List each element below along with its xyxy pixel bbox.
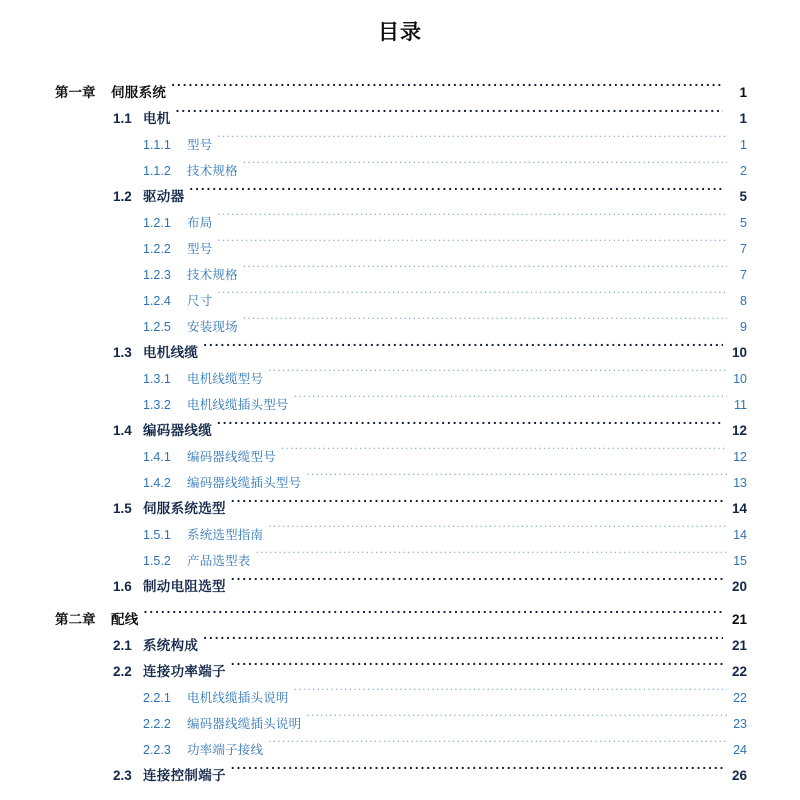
toc-dot-leader <box>268 738 727 754</box>
toc-entry-number: 2.2.2 <box>143 717 171 731</box>
toc-entry-number: 1.5.2 <box>143 554 171 568</box>
toc-dot-leader <box>268 523 727 539</box>
toc-dot-leader <box>256 549 727 565</box>
toc-entry[interactable] <box>0 685 800 711</box>
toc-entry-page-number: 22 <box>731 664 747 679</box>
toc-dot-leader <box>306 471 727 487</box>
toc-entry-title: 编码器线缆插头型号 <box>187 476 302 490</box>
toc-entry-title: 编码器线缆插头说明 <box>187 717 302 731</box>
toc-entry-number: 1.1.2 <box>143 164 171 178</box>
toc-entry-page-number: 1 <box>740 138 747 152</box>
toc-entry-title: 电机线缆 <box>143 345 199 360</box>
toc-entry-page-number: 8 <box>740 294 747 308</box>
toc-dot-leader <box>231 575 723 591</box>
toc-dot-leader <box>231 764 723 780</box>
toc-entry-title: 产品选型表 <box>187 554 251 568</box>
toc-dot-leader <box>243 263 727 279</box>
toc-entry-number: 1.5.1 <box>143 528 171 542</box>
toc-dot-leader <box>189 185 723 201</box>
toc-entry-title: 电机线缆插头型号 <box>187 398 289 412</box>
toc-entry-page-number: 1 <box>739 111 747 126</box>
toc-entry-title: 技术规格 <box>187 164 238 178</box>
toc-dot-leader <box>306 712 727 728</box>
toc-dot-leader <box>144 608 723 624</box>
toc-entry-page-number: 11 <box>734 398 747 412</box>
toc-entry[interactable] <box>0 607 800 633</box>
toc-entry[interactable] <box>0 659 800 685</box>
toc-entry-page-number: 5 <box>740 216 747 230</box>
toc-entry-page-number: 22 <box>733 691 747 705</box>
toc-dot-leader <box>203 341 723 357</box>
toc-entry-number: 第二章 <box>55 612 96 627</box>
toc-dot-leader <box>176 107 723 123</box>
toc-entry-number: 1.2.3 <box>143 268 171 282</box>
toc-entry-page-number: 1 <box>739 85 747 100</box>
toc-entry[interactable] <box>0 763 800 789</box>
toc-entry-title: 制动电阻选型 <box>143 579 226 594</box>
toc-entry-page-number: 2 <box>740 164 747 178</box>
toc-entry-number: 1.4.1 <box>143 450 171 464</box>
toc-entry-page-number: 7 <box>740 268 747 282</box>
toc-entry-page-number: 12 <box>733 450 747 464</box>
toc-entry[interactable] <box>0 314 800 340</box>
toc-dot-leader <box>231 497 723 513</box>
toc-entry-title: 驱动器 <box>143 189 185 204</box>
toc-entry[interactable] <box>0 80 800 106</box>
toc-dot-leader <box>231 660 723 676</box>
toc-entry-page-number: 7 <box>740 242 747 256</box>
toc-entry-title: 编码器线缆型号 <box>187 450 276 464</box>
toc-entry-page-number: 24 <box>733 743 747 757</box>
page-title: 目录 <box>378 21 422 44</box>
toc-entry-title: 型号 <box>187 138 213 152</box>
toc-entry-number: 2.1 <box>113 638 132 653</box>
toc-entry-number: 第一章 <box>55 85 96 100</box>
table-of-contents <box>0 80 800 789</box>
toc-entry-number: 1.5 <box>113 501 132 516</box>
toc-entry[interactable] <box>0 496 800 522</box>
toc-entry-page-number: 13 <box>733 476 747 490</box>
toc-dot-leader <box>217 237 727 253</box>
toc-entry-title: 编码器线缆 <box>143 423 212 438</box>
toc-entry-number: 2.3 <box>113 768 132 783</box>
toc-entry[interactable] <box>0 470 800 496</box>
toc-entry-number: 1.4.2 <box>143 476 171 490</box>
toc-entry-title: 系统选型指南 <box>187 528 264 542</box>
toc-entry-number: 1.3 <box>113 345 132 360</box>
toc-entry[interactable] <box>0 106 800 132</box>
toc-entry-page-number: 15 <box>733 554 747 568</box>
toc-entry[interactable] <box>0 522 800 548</box>
toc-entry-title: 系统构成 <box>143 638 199 653</box>
toc-entry[interactable] <box>0 444 800 470</box>
toc-dot-leader <box>217 211 727 227</box>
toc-entry-number: 1.2.5 <box>143 320 171 334</box>
toc-entry-page-number: 5 <box>739 189 747 204</box>
toc-entry-number: 1.3.1 <box>143 372 171 386</box>
toc-entry-page-number: 23 <box>733 717 747 731</box>
toc-dot-leader <box>294 686 727 702</box>
toc-entry[interactable] <box>0 548 800 574</box>
toc-entry-page-number: 10 <box>733 372 747 386</box>
toc-dot-leader <box>281 445 727 461</box>
toc-entry-title: 连接控制端子 <box>143 768 226 783</box>
toc-entry-number: 2.2.1 <box>143 691 171 705</box>
toc-entry-number: 1.3.2 <box>143 398 171 412</box>
toc-dot-leader <box>243 159 727 175</box>
toc-entry[interactable] <box>0 158 800 184</box>
toc-dot-leader <box>217 419 723 435</box>
toc-entry-title: 安装现场 <box>187 320 238 334</box>
toc-entry[interactable] <box>0 340 800 366</box>
toc-entry[interactable] <box>0 210 800 236</box>
toc-entry-number: 2.2 <box>113 664 132 679</box>
toc-entry-title: 连接功率端子 <box>143 664 226 679</box>
toc-dot-leader <box>268 367 727 383</box>
toc-entry-title: 电机线缆插头说明 <box>187 691 289 705</box>
toc-entry-title: 尺寸 <box>187 294 213 308</box>
toc-entry-number: 1.2.2 <box>143 242 171 256</box>
toc-entry-number: 1.1 <box>113 111 132 126</box>
toc-entry-number: 1.4 <box>113 423 132 438</box>
toc-entry-title: 技术规格 <box>187 268 238 282</box>
toc-entry-title: 型号 <box>187 242 213 256</box>
toc-entry[interactable] <box>0 633 800 659</box>
toc-entry-title: 电机线缆型号 <box>187 372 264 386</box>
toc-dot-leader <box>294 393 727 409</box>
toc-entry-page-number: 14 <box>733 528 747 542</box>
toc-entry[interactable] <box>0 711 800 737</box>
toc-entry-title: 伺服系统选型 <box>143 501 226 516</box>
toc-dot-leader <box>243 315 727 331</box>
toc-entry-title: 配线 <box>111 612 139 627</box>
toc-entry[interactable] <box>0 574 800 600</box>
toc-entry-title: 电机 <box>143 111 171 126</box>
toc-entry[interactable] <box>0 288 800 314</box>
toc-entry-title: 伺服系统 <box>111 85 167 100</box>
toc-entry-page-number: 21 <box>731 612 747 627</box>
toc-entry[interactable] <box>0 392 800 418</box>
toc-entry-number: 1.6 <box>113 579 132 594</box>
toc-entry[interactable] <box>0 737 800 763</box>
toc-entry[interactable] <box>0 418 800 444</box>
toc-entry-title: 布局 <box>187 216 213 230</box>
toc-entry-number: 1.1.1 <box>143 138 171 152</box>
toc-entry-page-number: 9 <box>740 320 747 334</box>
toc-dot-leader <box>217 289 727 305</box>
toc-entry[interactable] <box>0 236 800 262</box>
toc-entry-number: 1.2.4 <box>143 294 171 308</box>
toc-entry-page-number: 14 <box>731 501 747 516</box>
toc-entry[interactable] <box>0 262 800 288</box>
toc-entry-title: 功率端子接线 <box>187 743 264 757</box>
toc-entry[interactable] <box>0 132 800 158</box>
toc-entry-page-number: 12 <box>731 423 747 438</box>
toc-entry-number: 1.2.1 <box>143 216 171 230</box>
toc-dot-leader <box>171 81 723 97</box>
toc-entry[interactable] <box>0 366 800 392</box>
toc-entry-page-number: 26 <box>731 768 747 783</box>
toc-entry-number: 1.2 <box>113 189 132 204</box>
toc-entry[interactable] <box>0 184 800 210</box>
toc-dot-leader <box>217 133 727 149</box>
toc-entry-number: 2.2.3 <box>143 743 171 757</box>
toc-entry-page-number: 21 <box>731 638 747 653</box>
toc-entry-page-number: 10 <box>731 345 747 360</box>
toc-entry-page-number: 20 <box>731 579 747 594</box>
toc-dot-leader <box>203 634 723 650</box>
